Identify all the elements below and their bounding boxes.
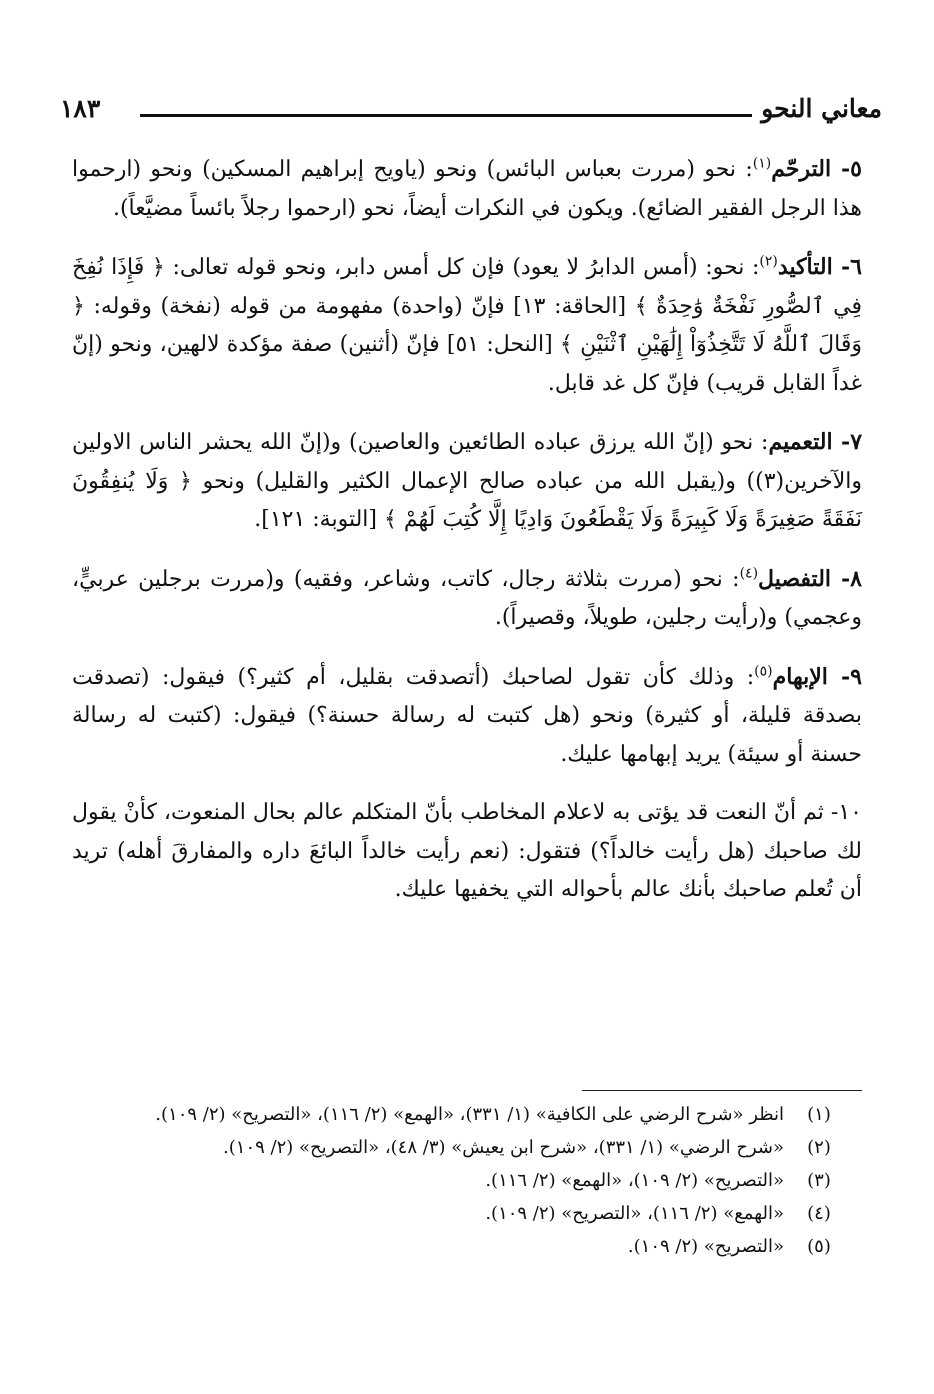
paragraph-ibham [72,658,862,775]
footnote-number: (٤) [807,1203,831,1224]
main-text [72,150,862,930]
footnotes [72,1098,834,1263]
footnote-text: انظر «شرح الرضي على الكافية» (١/ ٣٣١)، «الهمع» (٢/ ١١٦)، «التصريح» (٢/ ١٠٩). [155,1104,784,1125]
paragraph-text: : نحو (إنّ الله يرزق عباده الطائعين والعاصين) و(إنّ الله يحشر الناس الاولين والآخرين(٣)) و(يقبل الله من عباده صالح الإعمال الكثير والقليل) ونحو ﴿ وَلَا يُنفِقُونَ نَفَقَةً صَغِيرَةً وَلَا كَبِيرَةً وَلَا يَقْطَعُونَ وَادِيًا إِلَّا كُتِبَ لَهُمْ ﴾ [التوبة: ١٢١]. [72,430,862,532]
footnote-item [72,1098,834,1131]
footnote-separator [582,1090,862,1091]
section-heading: ٨- التفصيل [758,565,862,592]
footnote-ref: (٤) [739,565,759,582]
paragraph-text: : نحو (مررت بثلاثة رجال، كاتب، وشاعر، وفقيه) و(مررت برجلين عربيٍّ، وعجمي) و(رأيت رجلين، طويلاً، وقصيراً). [72,566,862,630]
footnote-number: (٥) [807,1236,831,1257]
paragraph-tamim [72,423,862,540]
section-heading: ٦- التأكيد [777,254,862,280]
footnote-number: (١) [807,1104,831,1125]
footnote-number: (٣) [807,1170,831,1191]
paragraph-ilam [72,794,862,910]
paragraph-tarahhum [72,150,862,228]
paragraph-text: : نحو: (أمس الدابرُ لا يعود) فإن كل أمس دابر، ونحو قوله تعالى: ﴿ فَإِذَا نُفِخَ فِي ٱلصُّورِ نَفْخَةٌ وَٰحِدَةٌ ﴾ [الحاقة: ١٣] فإنّ (واحدة) مفهومة من قوله (نفخة) وقوله: ﴿ وَقَالَ ٱللَّهُ لَا تَتَّخِذُوٓاْ إِلَٰهَيْنِ ٱثْنَيْنِ ﴾ [النحل: ٥١] فإنّ (أثنين) صفة مؤكدة لالهين، ونحو (إنّ غداً القابل قريب) فإنّ كل غد قابل. [72,255,862,396]
paragraph-tawkid [72,248,862,403]
page-header [60,92,882,132]
footnote-item [72,1230,834,1263]
paragraph-text: : نحو (مررت بعباس البائس) ونحو (ياويح إبراهيم المسكين) ونحو (ارحموا هذا الرجل الفقير الضائع). ويكون في النكرات أيضاً، نحو (ارحموا رجلاً بائساً مضيَّعاً). [72,157,862,221]
header-rule [140,114,752,117]
footnote-ref: (٢) [759,253,778,270]
section-heading: ٥- الترحّم [771,156,862,182]
footnote-ref: (٥) [754,663,773,680]
section-heading: ٩- الإبهام [772,663,862,690]
page-number: ١٨٣ [60,94,101,123]
paragraph-text: : وذلك كأن تقول لصاحبك (أتصدقت بقليل، أم كثير؟) فيقول: (تصدقت بصدقة قليلة، أو كثيرة) ونحو (هل كتبت له رسالة حسنة؟) فيقول: (كتبت له رسالة حسنة أو سيئة) يريد إبهامها عليك. [72,664,862,767]
footnote-ref: (١) [752,155,772,172]
paragraph-tafsil [72,560,862,638]
footnote-text: «التصريح» (٢/ ١٠٩)، «الهمع» (٢/ ١١٦). [485,1170,784,1191]
footnote-text: «التصريح» (٢/ ١٠٩). [627,1236,784,1257]
running-title: معاني النحو [761,94,882,123]
footnote-item [72,1131,834,1164]
section-heading: ٧- التعميم [768,429,863,455]
footnote-item [72,1197,834,1230]
footnote-item [72,1164,834,1197]
paragraph-text: ١٠- ثم أنّ النعت قد يؤتى به لاعلام المخاطب بأنّ المتكلم عالم بحال المنعوت، كأنْ يقول لك صاحبك (هل رأيت خالداً؟) فتقول: (نعم رأيت خالداً البائعَ داره والمفارقَ أهله) تريد أن تُعلم صاحبك بأنك عالم بأحواله التي يخفيها عليك. [72,800,862,902]
footnote-text: «شرح الرضي» (١/ ٣٣١)، «شرح ابن يعيش» (٣/ ٤٨)، «التصريح» (٢/ ١٠٩). [223,1137,784,1158]
footnote-text: «الهمع» (٢/ ١١٦)، «التصريح» (٢/ ١٠٩). [485,1203,784,1224]
footnote-number: (٢) [807,1137,831,1158]
